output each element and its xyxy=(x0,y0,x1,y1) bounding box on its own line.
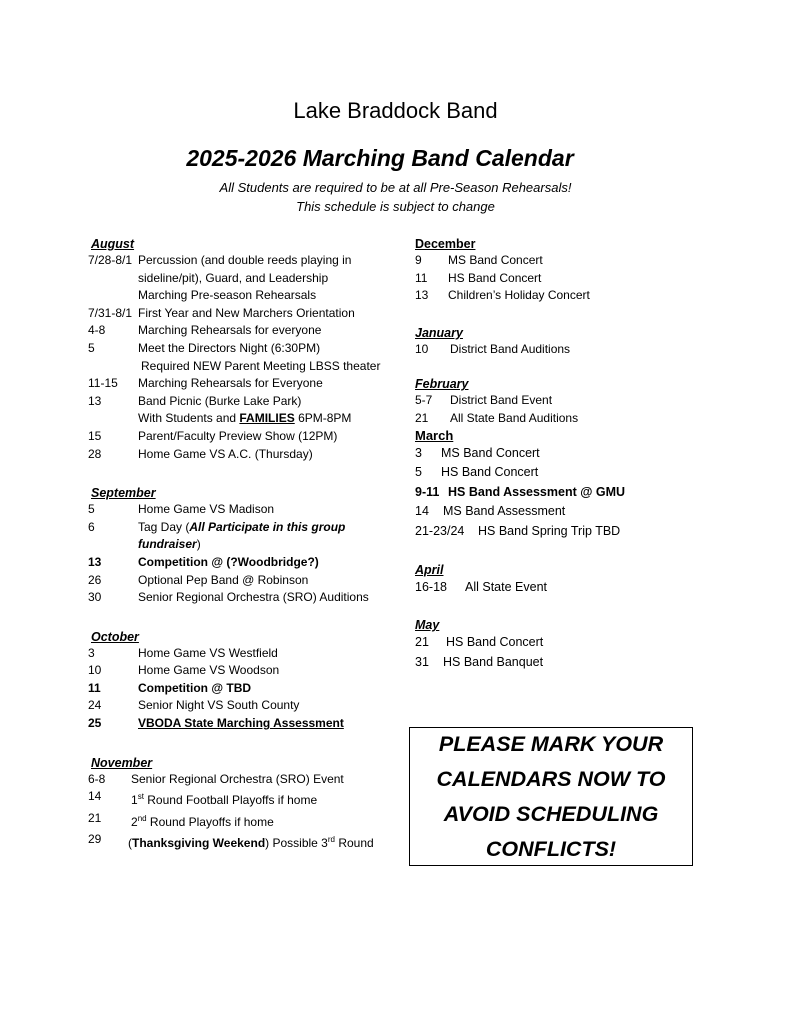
event-text-part: With Students and xyxy=(138,411,240,426)
event-text: First Year and New Marchers Orientation xyxy=(138,305,355,320)
list-item xyxy=(88,305,391,323)
event-text-underlined: VBODA State Marching Assessment xyxy=(138,716,344,731)
event-date: 15 xyxy=(88,428,102,443)
event-date: 11 xyxy=(88,680,101,695)
event-date: 4-8 xyxy=(88,323,106,338)
event-date: 11-15 xyxy=(88,376,118,391)
notice-line: AVOID SCHEDULING xyxy=(443,801,659,826)
list-item xyxy=(415,341,695,359)
event-text-part: ) xyxy=(196,537,201,552)
event-text xyxy=(91,536,391,554)
event-text-emphasis: fundraiser xyxy=(138,537,197,552)
thanksgiving-emphasis: Thanksgiving Weekend xyxy=(132,836,266,851)
section-december xyxy=(415,236,695,305)
list-item xyxy=(88,788,391,810)
list-item xyxy=(88,446,391,464)
event-text xyxy=(91,715,391,733)
right-column xyxy=(415,236,695,694)
list-item xyxy=(88,428,391,446)
event-text-part: 1 xyxy=(131,793,138,808)
list-item xyxy=(88,322,391,340)
page-title: Lake Braddock Band xyxy=(293,98,498,123)
january-heading: January xyxy=(415,325,463,340)
event-text: HS Band Banquet xyxy=(443,654,544,669)
reminder-notice-box xyxy=(409,727,693,866)
event-date: 13 xyxy=(415,288,429,303)
event-text-part: Round xyxy=(334,836,374,851)
list-item xyxy=(415,633,695,653)
families-emphasis: FAMILIES xyxy=(239,411,295,426)
list-item xyxy=(88,680,391,698)
list-item xyxy=(415,653,695,673)
ordinal-suffix: rd xyxy=(327,835,335,845)
list-item xyxy=(415,410,695,428)
subtitle-required: All Students are required to be at all Pre-Season Rehearsals! xyxy=(219,180,572,195)
event-text: Required NEW Parent Meeting LBSS theater xyxy=(141,358,381,373)
section-september xyxy=(88,485,391,607)
list-item xyxy=(415,252,695,270)
notice-line: CONFLICTS! xyxy=(485,836,617,861)
list-item xyxy=(415,444,695,464)
ordinal-suffix: st xyxy=(137,792,144,802)
february-heading: February xyxy=(415,377,469,392)
event-text: Senior Regional Orchestra (SRO) Auditions xyxy=(138,590,369,605)
event-text: Competition @ (?Woodbridge?) xyxy=(138,554,319,569)
event-text: Marching Rehearsals for everyone xyxy=(138,323,322,338)
event-date: 31 xyxy=(415,654,429,669)
event-text: HS Band Assessment @ GMU xyxy=(448,484,626,499)
event-date: 21 xyxy=(415,410,429,425)
event-text: Children’s Holiday Concert xyxy=(448,288,590,303)
event-text: Parent/Faculty Preview Show (12PM) xyxy=(138,428,338,443)
event-text: Marching Rehearsals for Everyone xyxy=(138,376,323,391)
event-text-part: ) Possible 3 xyxy=(265,836,328,851)
calendar-title: 2025-2026 Marching Band Calendar xyxy=(186,145,574,171)
event-text: HS Band Concert xyxy=(446,635,544,650)
event-date: 28 xyxy=(88,446,102,461)
event-text: District Band Auditions xyxy=(450,341,571,356)
event-text: Optional Pep Band @ Robinson xyxy=(138,572,309,587)
list-item xyxy=(88,501,391,519)
event-date: 26 xyxy=(88,572,102,587)
event-text-part: Round Football Playoffs if home xyxy=(143,793,318,808)
event-date: 7/28-8/1 xyxy=(88,253,133,267)
event-text: Meet the Directors Night (6:30PM) xyxy=(138,340,321,355)
event-date: 16-18 xyxy=(415,579,447,594)
event-date: 13 xyxy=(88,554,102,569)
event-date: 21 xyxy=(415,635,429,650)
event-date: 9 xyxy=(415,253,422,267)
section-january xyxy=(415,325,695,359)
ordinal-suffix: nd xyxy=(137,813,147,823)
list-item xyxy=(88,831,391,853)
list-item xyxy=(88,572,391,590)
event-date: 24 xyxy=(88,698,102,713)
event-date: 10 xyxy=(88,663,102,678)
event-text: HS Band Concert xyxy=(441,465,539,480)
list-item xyxy=(415,270,695,288)
list-item xyxy=(88,519,391,537)
march-heading: March xyxy=(415,427,454,443)
event-text: Home Game VS Madison xyxy=(138,502,275,517)
may-heading: May xyxy=(415,618,440,633)
december-heading: December xyxy=(415,237,476,251)
list-item xyxy=(88,645,391,663)
event-date: 5 xyxy=(415,465,422,480)
event-date: 29 xyxy=(88,832,102,847)
list-item xyxy=(88,375,391,393)
event-date: 3 xyxy=(88,645,95,660)
october-heading: October xyxy=(91,629,139,644)
event-text: Home Game VS A.C. (Thursday) xyxy=(138,446,313,461)
list-item xyxy=(91,358,391,376)
event-text-part: 2 xyxy=(131,814,138,829)
event-date: 11 xyxy=(415,270,428,285)
event-date: 5 xyxy=(88,340,95,355)
list-item xyxy=(91,270,391,288)
list-item xyxy=(88,252,391,270)
event-text-part: Tag Day ( xyxy=(138,519,190,534)
event-date: 14 xyxy=(88,789,102,804)
section-february xyxy=(415,376,695,427)
event-text: HS Band Spring Trip TBD xyxy=(478,523,621,538)
event-text: All State Band Auditions xyxy=(450,410,579,425)
april-heading: April xyxy=(415,562,444,577)
notice-line: PLEASE MARK YOUR xyxy=(438,731,664,756)
notice-line: CALENDARS NOW TO xyxy=(436,766,666,791)
list-item xyxy=(415,502,695,522)
event-text xyxy=(91,831,391,853)
event-text xyxy=(91,810,391,832)
event-date: 30 xyxy=(88,590,102,605)
event-text: Marching Pre-season Rehearsals xyxy=(138,288,317,303)
list-item xyxy=(88,810,391,832)
event-text xyxy=(91,788,391,810)
event-text: MS Band Concert xyxy=(448,253,543,267)
event-text: Percussion (and double reeds playing in xyxy=(138,253,352,267)
event-date: 13 xyxy=(88,393,102,408)
section-april xyxy=(415,562,695,598)
event-text: Senior Regional Orchestra (SRO) Event xyxy=(131,771,344,786)
section-may xyxy=(415,617,695,672)
event-text: Competition @ TBD xyxy=(138,680,252,695)
list-item xyxy=(88,662,391,680)
reminder-notice-text xyxy=(437,727,666,867)
event-text: MS Band Assessment xyxy=(443,504,566,519)
list-item xyxy=(415,522,695,542)
list-item xyxy=(91,410,391,428)
list-item xyxy=(88,554,391,572)
september-heading: September xyxy=(91,486,156,501)
event-date: 6-8 xyxy=(88,771,106,786)
left-column xyxy=(88,236,391,875)
section-october xyxy=(88,629,391,733)
event-text-part: Round Playoffs if home xyxy=(146,814,274,829)
list-item xyxy=(88,771,391,789)
event-date: 14 xyxy=(415,504,429,519)
event-date: 7/31-8/1 xyxy=(88,305,133,320)
november-heading: November xyxy=(91,755,153,770)
list-item xyxy=(88,393,391,411)
event-date: 25 xyxy=(88,716,102,731)
event-text-part: ( xyxy=(128,836,132,851)
section-august xyxy=(88,236,391,463)
list-item xyxy=(88,589,391,607)
event-date: 5 xyxy=(88,502,95,517)
event-text: HS Band Concert xyxy=(448,270,542,285)
list-item xyxy=(91,536,391,554)
event-text: sideline/pit), Guard, and Leadership xyxy=(138,270,329,285)
event-date: 3 xyxy=(415,445,422,460)
list-item xyxy=(88,697,391,715)
event-date: 6 xyxy=(88,519,95,534)
event-text-emphasis: All Participate in this group xyxy=(189,519,346,534)
event-text: Senior Night VS South County xyxy=(138,698,300,713)
event-text-part: 6PM-8PM xyxy=(294,411,352,426)
event-text: Home Game VS Woodson xyxy=(138,663,280,678)
event-date: 10 xyxy=(415,341,429,356)
event-text: All State Event xyxy=(465,579,547,594)
list-item xyxy=(88,715,391,733)
event-date: 21 xyxy=(88,810,102,825)
event-text: District Band Event xyxy=(450,393,553,408)
list-item xyxy=(88,340,391,358)
event-date: 21-23/24 xyxy=(415,523,465,538)
section-march xyxy=(415,428,695,542)
event-text: Home Game VS Westfield xyxy=(138,645,278,660)
list-item xyxy=(415,578,695,598)
list-item xyxy=(415,463,695,483)
subtitle-change-notice: This schedule is subject to change xyxy=(296,199,495,214)
event-text: MS Band Concert xyxy=(441,445,540,460)
event-text: Band Picnic (Burke Lake Park) xyxy=(138,393,302,408)
list-item xyxy=(91,287,391,305)
event-text xyxy=(91,519,391,537)
list-item xyxy=(415,483,695,503)
list-item xyxy=(415,287,695,305)
event-text xyxy=(91,410,391,428)
list-item xyxy=(415,392,695,410)
event-date: 9-11 xyxy=(415,484,440,499)
section-november xyxy=(88,755,391,853)
august-heading: August xyxy=(91,237,135,251)
event-date: 5-7 xyxy=(415,393,433,408)
